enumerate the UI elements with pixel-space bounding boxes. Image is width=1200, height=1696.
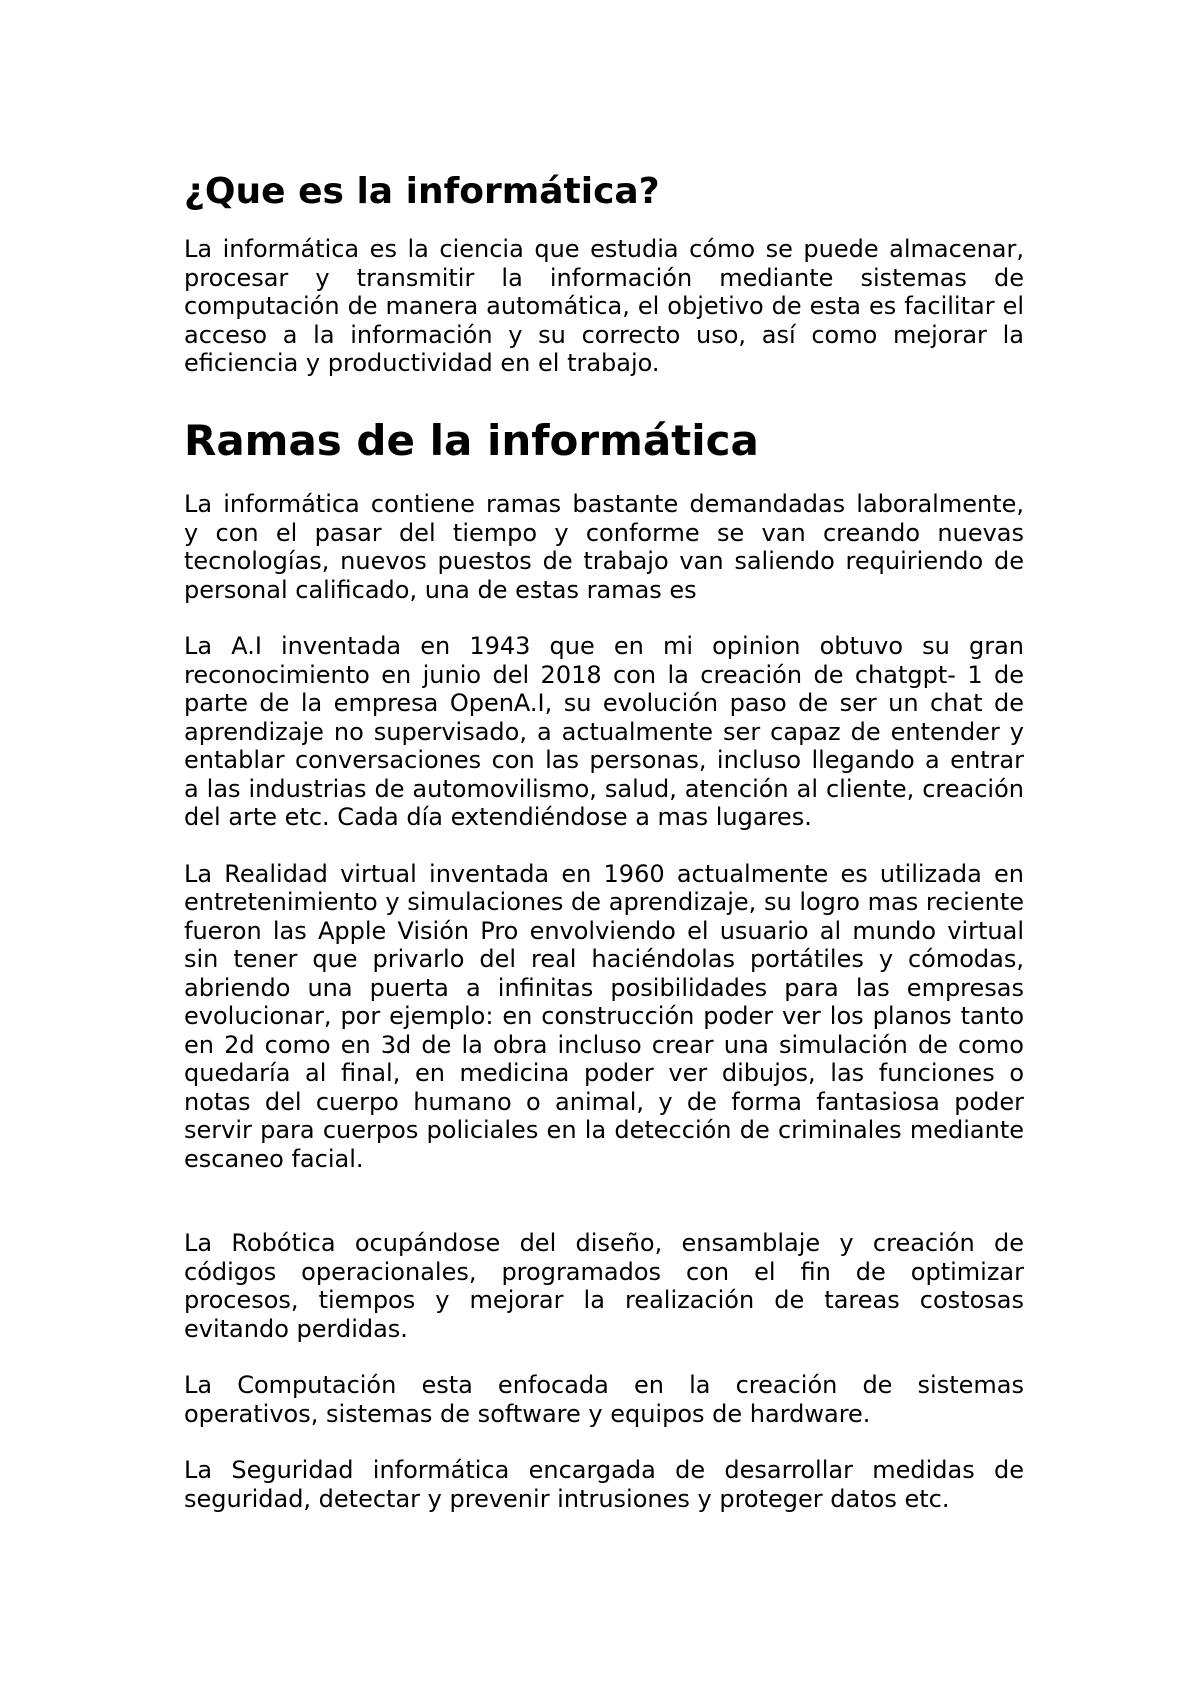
- paragraph-definition: La informática es la ciencia que estudia cómo se puede almacenar, procesar y transmitir la información mediante sistemas de computación de manera automática, el objetivo de esta es facilitar el acceso a la información y su correcto uso, así como mejorar la eficiencia y productividad en el trabajo.: [184, 235, 1024, 378]
- paragraph-branches-intro: La informática contiene ramas bastante demandadas laboralmente, y con el pasar del tiempo y conforme se van creando nuevas tecnologías, nuevos puestos de trabajo van saliendo requiriendo de personal calificado, una de estas ramas es: [184, 490, 1024, 604]
- heading-branches: Ramas de la informática: [184, 415, 759, 465]
- paragraph-ai: La A.I inventada en 1943 que en mi opinion obtuvo su gran reconocimiento en junio del 2018 con la creación de chatgpt- 1 de parte de la empresa OpenA.I, su evolución paso de ser un chat de aprendizaje no supervisado, a actualmente ser capaz de entender y entablar conversaciones con las personas, incluso llegando a entrar a las industrias de automovilismo, salud, atención al cliente, creación del arte etc. Cada día extendiéndose a mas lugares.: [184, 632, 1024, 832]
- heading-what-is-informatics: ¿Que es la informática?: [184, 171, 660, 212]
- paragraph-virtual-reality: La Realidad virtual inventada en 1960 actualmente es utilizada en entretenimiento y simulaciones de aprendizaje, su logro mas reciente fueron las Apple Visión Pro envolviendo el usuario al mundo virtual sin tener que privarlo del real haciéndolas portátiles y cómodas, abriendo una puerta a infinitas posibilidades para las empresas evolucionar, por ejemplo: en construcción poder ver los planos tanto en 2d como en 3d de la obra incluso crear una simulación de como quedaría al final, en medicina poder ver dibujos, las funciones o notas del cuerpo humano o animal, y de forma fantasiosa poder servir para cuerpos policiales en la detección de criminales mediante escaneo facial.: [184, 859, 1024, 1173]
- paragraph-computing: La Computación esta enfocada en la creación de sistemas operativos, sistemas de software y equipos de hardware.: [184, 1371, 1024, 1428]
- paragraph-security: La Seguridad informática encargada de desarrollar medidas de seguridad, detectar y prevenir intrusiones y proteger datos etc.: [184, 1456, 1024, 1513]
- paragraph-robotics: La Robótica ocupándose del diseño, ensamblaje y creación de códigos operacionales, programados con el fin de optimizar procesos, tiempos y mejorar la realización de tareas costosas evitando perdidas.: [184, 1229, 1024, 1343]
- document-page: [184, 170, 1024, 1541]
